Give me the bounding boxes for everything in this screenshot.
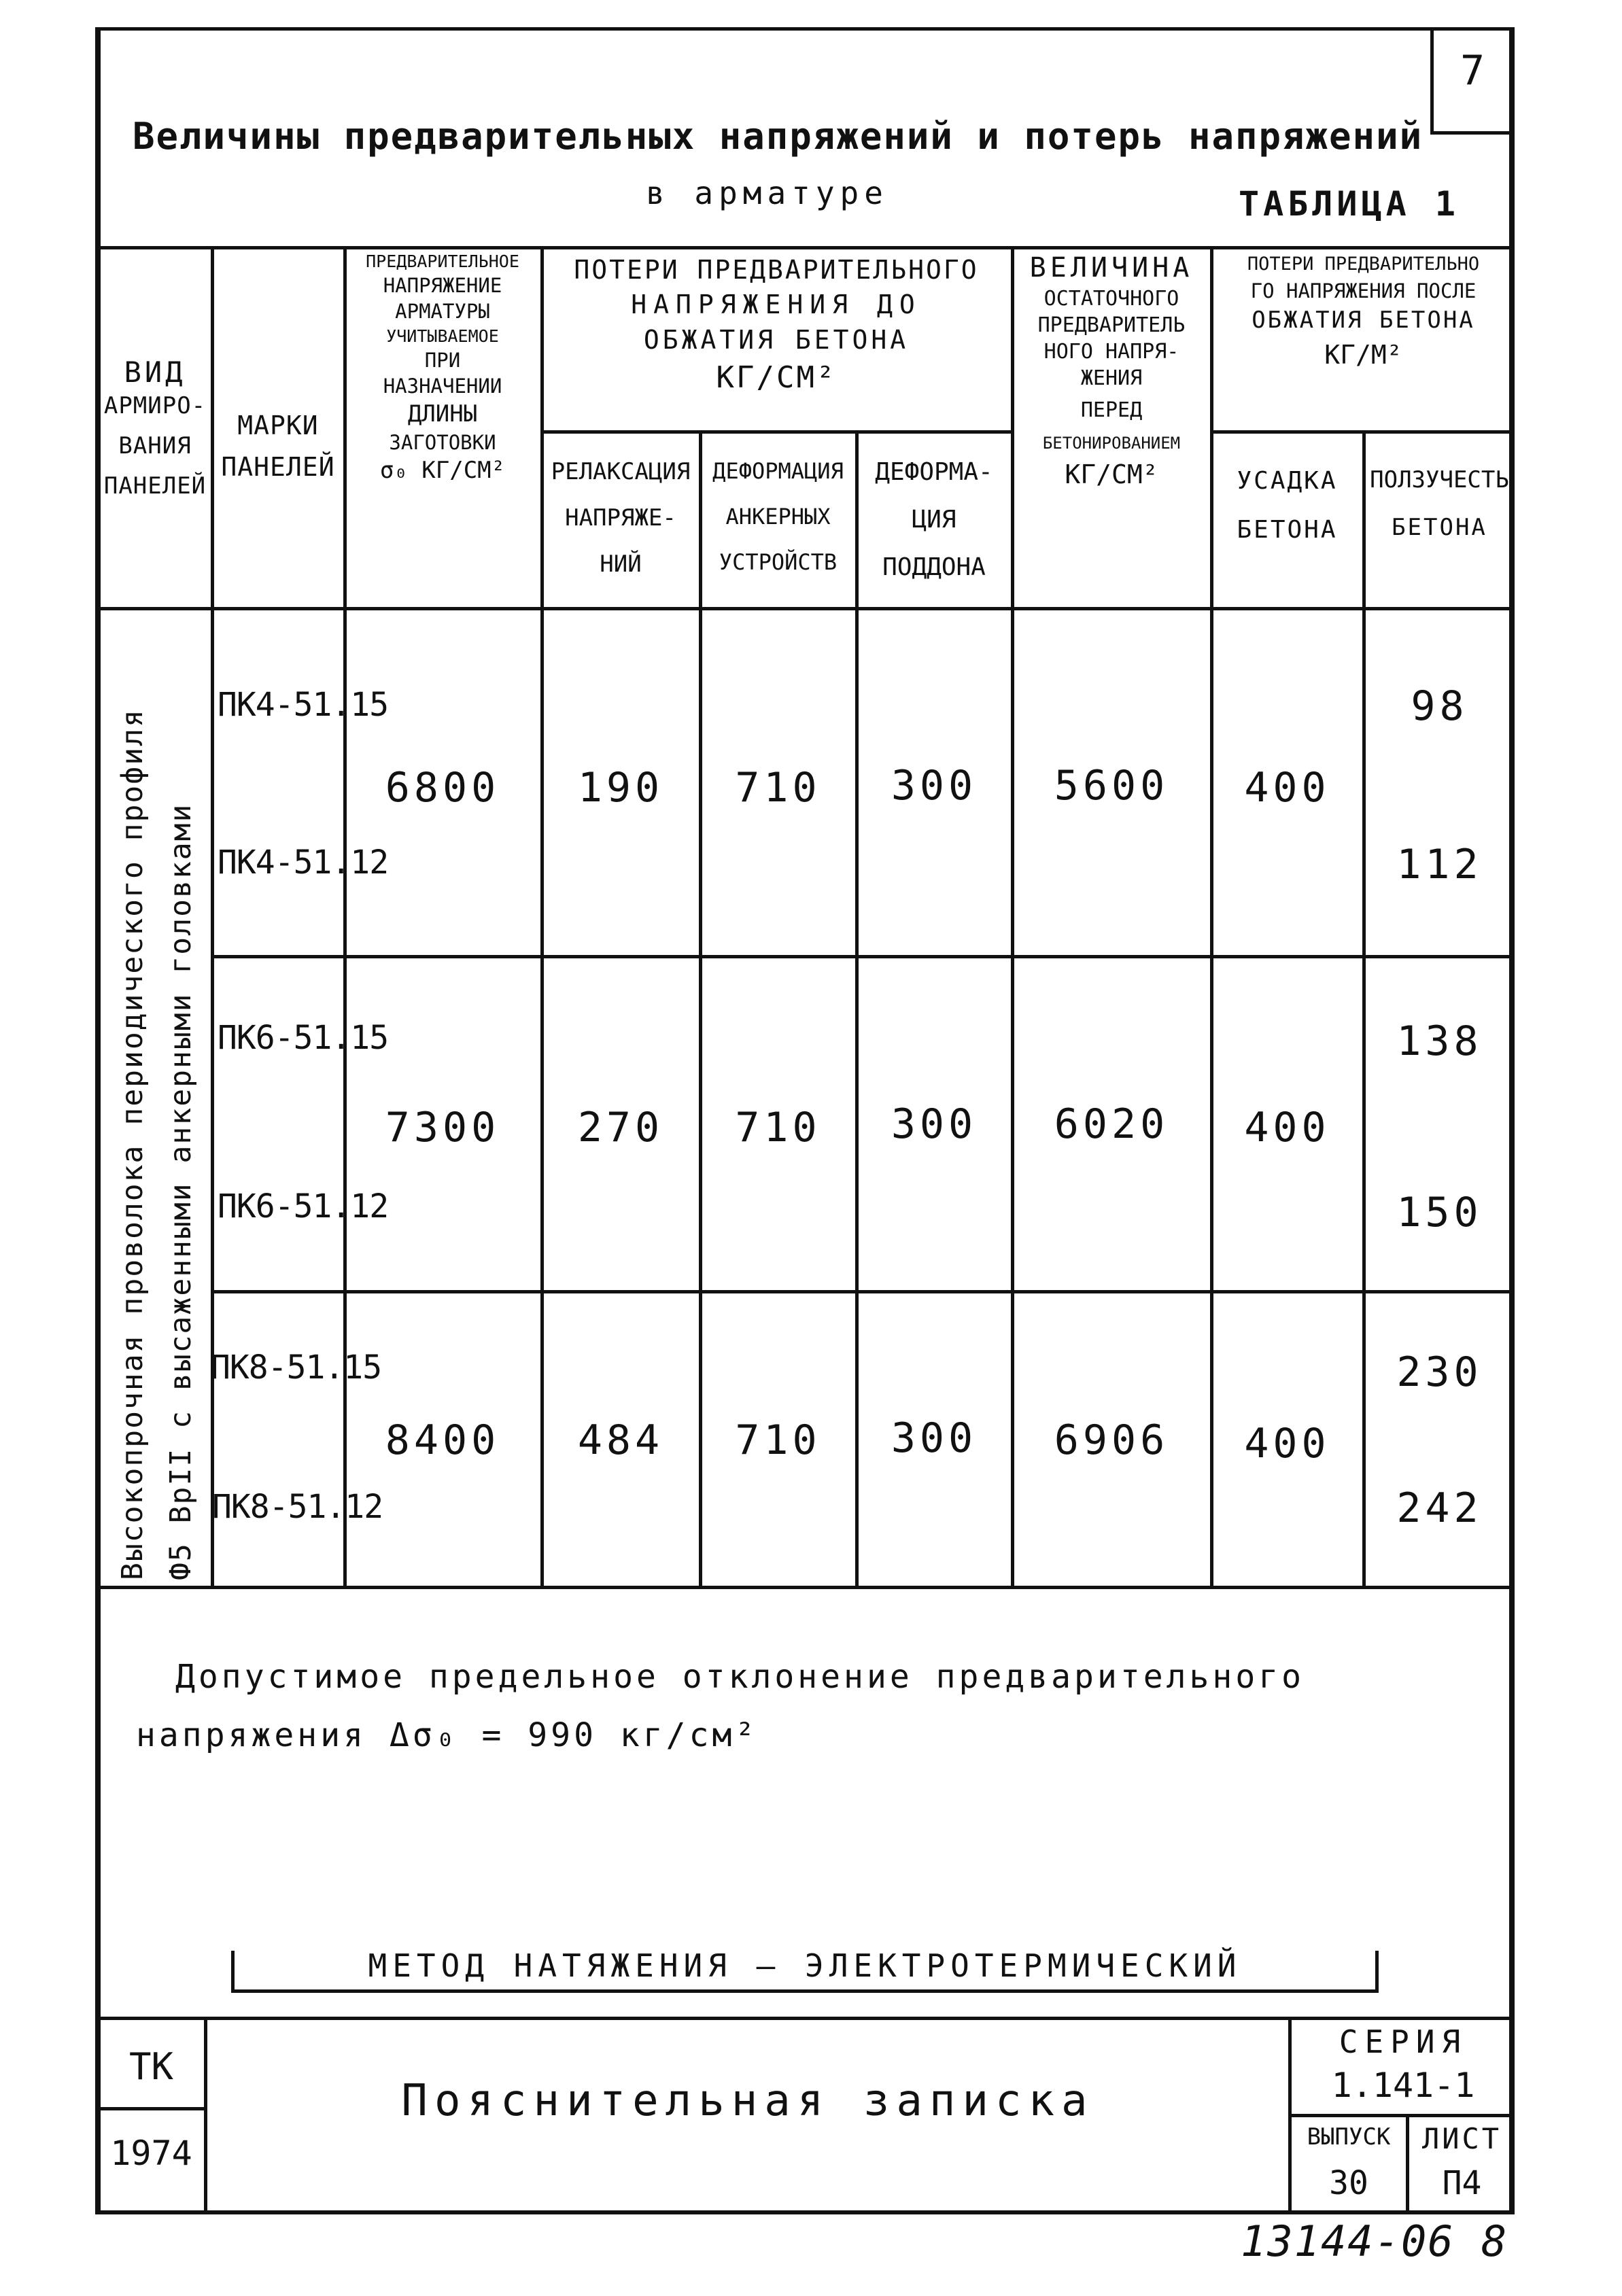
stamp-issue-value: 30 <box>1329 2164 1368 2202</box>
header-shrink-l1: УСАДКА <box>1237 467 1338 495</box>
header-deform-anchor <box>701 449 855 586</box>
header-deform-anchor-l3: УСТРОЙСТВ <box>719 549 838 576</box>
residual-g3: 6906 <box>1054 1416 1169 1464</box>
stamp-title: Пояснительная записка <box>401 2076 1094 2126</box>
table-bottom-border <box>95 1586 1515 1589</box>
mark-g3-b: ПК8-51.12 <box>212 1488 383 1526</box>
header-prestress-l8: ЗАГОТОВКИ <box>389 430 496 454</box>
header-creep-l2: БЕТОНА <box>1392 513 1487 541</box>
prestress-g3: 8400 <box>385 1416 500 1464</box>
header-relax-l2: НАПРЯЖЕ- <box>565 504 676 532</box>
mark-g1-a: ПК4-51.15 <box>218 686 389 724</box>
header-vid <box>101 353 209 502</box>
shrink-g3: 400 <box>1244 1420 1330 1467</box>
header-deform-anchor-l2: АНКЕРНЫХ <box>725 504 831 530</box>
header-losses-before-l2: НАПРЯЖЕНИЯ ДО <box>631 290 922 320</box>
title-line1: Величины предварительных напряжений и потерь напряжений <box>133 115 1423 158</box>
header-residual-l7: БЕТОНИРОВАНИЕМ <box>1042 434 1181 453</box>
header-prestress-l4: УЧИТЫВАЕМОЕ <box>386 326 499 346</box>
header-marki-l2: ПАНЕЛЕЙ <box>221 451 335 482</box>
relax-g3: 484 <box>577 1416 664 1464</box>
header-shrink-l2: БЕТОНА <box>1237 516 1338 544</box>
header-losses-after-l1: ПОТЕРИ ПРЕДВАРИТЕЛЬНО <box>1247 254 1480 275</box>
stamp-top-border <box>95 2017 1515 2020</box>
stamp-issue-label: ВЫПУСК <box>1307 2123 1391 2151</box>
stamp-org: ТК <box>128 2045 174 2088</box>
method-text: МЕТОД НАТЯЖЕНИЯ – ЭЛЕКТРОТЕРМИЧЕСКИЙ <box>368 1947 1242 1984</box>
stamp-sheet-value: П4 <box>1442 2164 1482 2202</box>
note-line1: Допустимое предельное отклонение предварительного <box>175 1658 1305 1696</box>
header-prestress-l7: ДЛИНЫ <box>407 400 478 428</box>
stamp-sheet-label: ЛИСТ <box>1421 2122 1502 2155</box>
header-losses-before-l4: КГ/СМ² <box>716 360 837 395</box>
creep-g3-b: 242 <box>1396 1484 1483 1532</box>
residual-g1: 5600 <box>1054 762 1169 810</box>
header-prestress-l5: ПРИ <box>424 348 461 372</box>
col-line-3 <box>540 246 544 1589</box>
header-losses-before-l3: ОБЖАТИЯ БЕТОНА <box>643 324 910 355</box>
header-vid-l3: ВАНИЯ <box>118 432 192 460</box>
header-marki <box>212 405 344 488</box>
header-deform-pallet-l3: ПОДДОНА <box>882 553 986 582</box>
col-line-8 <box>1362 430 1366 1589</box>
header-deform-pallet-l1: ДЕФОРМА- <box>875 458 993 486</box>
creep-g1-b: 112 <box>1396 841 1483 888</box>
header-bottom-border <box>95 607 1515 610</box>
header-vid-l4: ПАНЕЛЕЙ <box>103 472 207 500</box>
header-deform-anchor-l1: ДЕФОРМАЦИЯ <box>712 458 844 484</box>
header-creep-l1: ПОЛЗУЧЕСТЬ <box>1370 466 1509 493</box>
header-residual-l3: ПРЕДВАРИТЕЛЬ <box>1037 313 1186 337</box>
header-residual-l2: ОСТАТОЧНОГО <box>1043 287 1179 311</box>
pallet-g3: 300 <box>891 1414 978 1462</box>
pallet-g2: 300 <box>891 1100 978 1148</box>
reinforcement-type-label <box>109 615 205 1580</box>
subheader-line-losses <box>540 430 1011 434</box>
creep-g3-a: 230 <box>1396 1349 1483 1396</box>
header-losses-after <box>1212 251 1515 373</box>
header-losses-before <box>542 253 1010 398</box>
header-residual-l8: КГ/СМ² <box>1065 459 1158 490</box>
table-label: ТАБЛИЦА 1 <box>1239 184 1460 224</box>
mark-g2-b: ПК6-51.12 <box>218 1187 389 1225</box>
header-prestress-l6: НАЗНАЧЕНИИ <box>383 374 502 398</box>
mark-g1-b: ПК4-51.12 <box>218 843 389 882</box>
reinforcement-type-line1: Высокопрочная проволока периодического профиля <box>116 708 150 1580</box>
header-prestress-l2: НАПРЯЖЕНИЕ <box>383 274 502 297</box>
anchor-g3: 710 <box>735 1416 821 1464</box>
header-residual-l6: ПЕРЕД <box>1080 398 1143 422</box>
col-line-4 <box>699 430 702 1589</box>
header-vid-l2: АРМИРО- <box>103 392 207 420</box>
header-residual-l1: ВЕЛИЧИНА <box>1029 252 1194 283</box>
reinforcement-type-line2: Ф5 ВрII с высаженными анкерными головками <box>163 803 198 1580</box>
header-shrink <box>1212 457 1362 555</box>
creep-g2-a: 138 <box>1396 1017 1483 1065</box>
relax-g1: 190 <box>577 764 664 812</box>
stamp-right-mid <box>1288 2114 1515 2117</box>
stamp-left-mid <box>95 2107 207 2110</box>
header-deform-pallet <box>857 449 1011 592</box>
creep-g2-b: 150 <box>1396 1189 1483 1236</box>
header-residual-l4: НОГО НАПРЯ- <box>1043 340 1179 364</box>
header-relax <box>542 449 699 587</box>
header-residual <box>1013 250 1210 492</box>
stamp-year: 1974 <box>110 2134 192 2173</box>
stamp-series-value: 1.141-1 <box>1331 2066 1475 2105</box>
header-marki-l1: МАРКИ <box>237 411 319 440</box>
header-losses-before-l1: ПОТЕРИ ПРЕДВАРИТЕЛЬНОГО <box>574 255 979 285</box>
header-residual-l5: ЖЕНИЯ <box>1080 366 1143 390</box>
header-losses-after-l4: КГ/М² <box>1324 339 1402 370</box>
col-line-7 <box>1210 246 1213 1589</box>
header-creep <box>1364 457 1515 551</box>
prestress-g1: 6800 <box>385 764 500 812</box>
header-prestress-l1: ПРЕДВАРИТЕЛЬНОЕ <box>366 251 519 271</box>
header-relax-l3: НИЙ <box>600 551 642 578</box>
header-losses-after-l2: ГО НАПРЯЖЕНИЯ ПОСЛЕ <box>1250 279 1477 302</box>
stamp-series-label: СЕРИЯ <box>1339 2023 1468 2060</box>
prestress-g2: 7300 <box>385 1104 500 1151</box>
group-divider-1 <box>211 955 1515 958</box>
anchor-g2: 710 <box>735 1104 821 1151</box>
title-line2: в арматуре <box>646 175 888 211</box>
table-top-border <box>95 246 1515 249</box>
note-line2: напряжения Δσ₀ = 990 кг/см² <box>136 1716 759 1754</box>
mark-g3-a: ПК8-51.15 <box>211 1349 382 1387</box>
header-deform-pallet-l2: ЦИЯ <box>912 506 956 534</box>
header-prestress-l9: σ₀ КГ/СМ² <box>379 457 506 485</box>
shrink-g1: 400 <box>1244 764 1330 812</box>
pallet-g1: 300 <box>891 762 978 810</box>
header-losses-after-l3: ОБЖАТИЯ БЕТОНА <box>1252 307 1475 334</box>
residual-g2: 6020 <box>1054 1100 1169 1148</box>
group-divider-2 <box>211 1290 1515 1293</box>
creep-g1-a: 98 <box>1411 682 1468 730</box>
mark-g2-a: ПК6-51.15 <box>218 1019 389 1057</box>
header-vid-l1: ВИД <box>124 355 186 389</box>
header-prestress-l3: АРМАТУРЫ <box>395 300 490 324</box>
sheet-number: 7 <box>1460 47 1485 94</box>
relax-g2: 270 <box>577 1104 664 1151</box>
header-prestress <box>345 250 540 486</box>
shrink-g2: 400 <box>1244 1104 1330 1151</box>
archive-number: 13144-06 8 <box>1241 2216 1508 2266</box>
anchor-g1: 710 <box>735 764 821 812</box>
header-relax-l1: РЕЛАКСАЦИЯ <box>551 458 691 485</box>
